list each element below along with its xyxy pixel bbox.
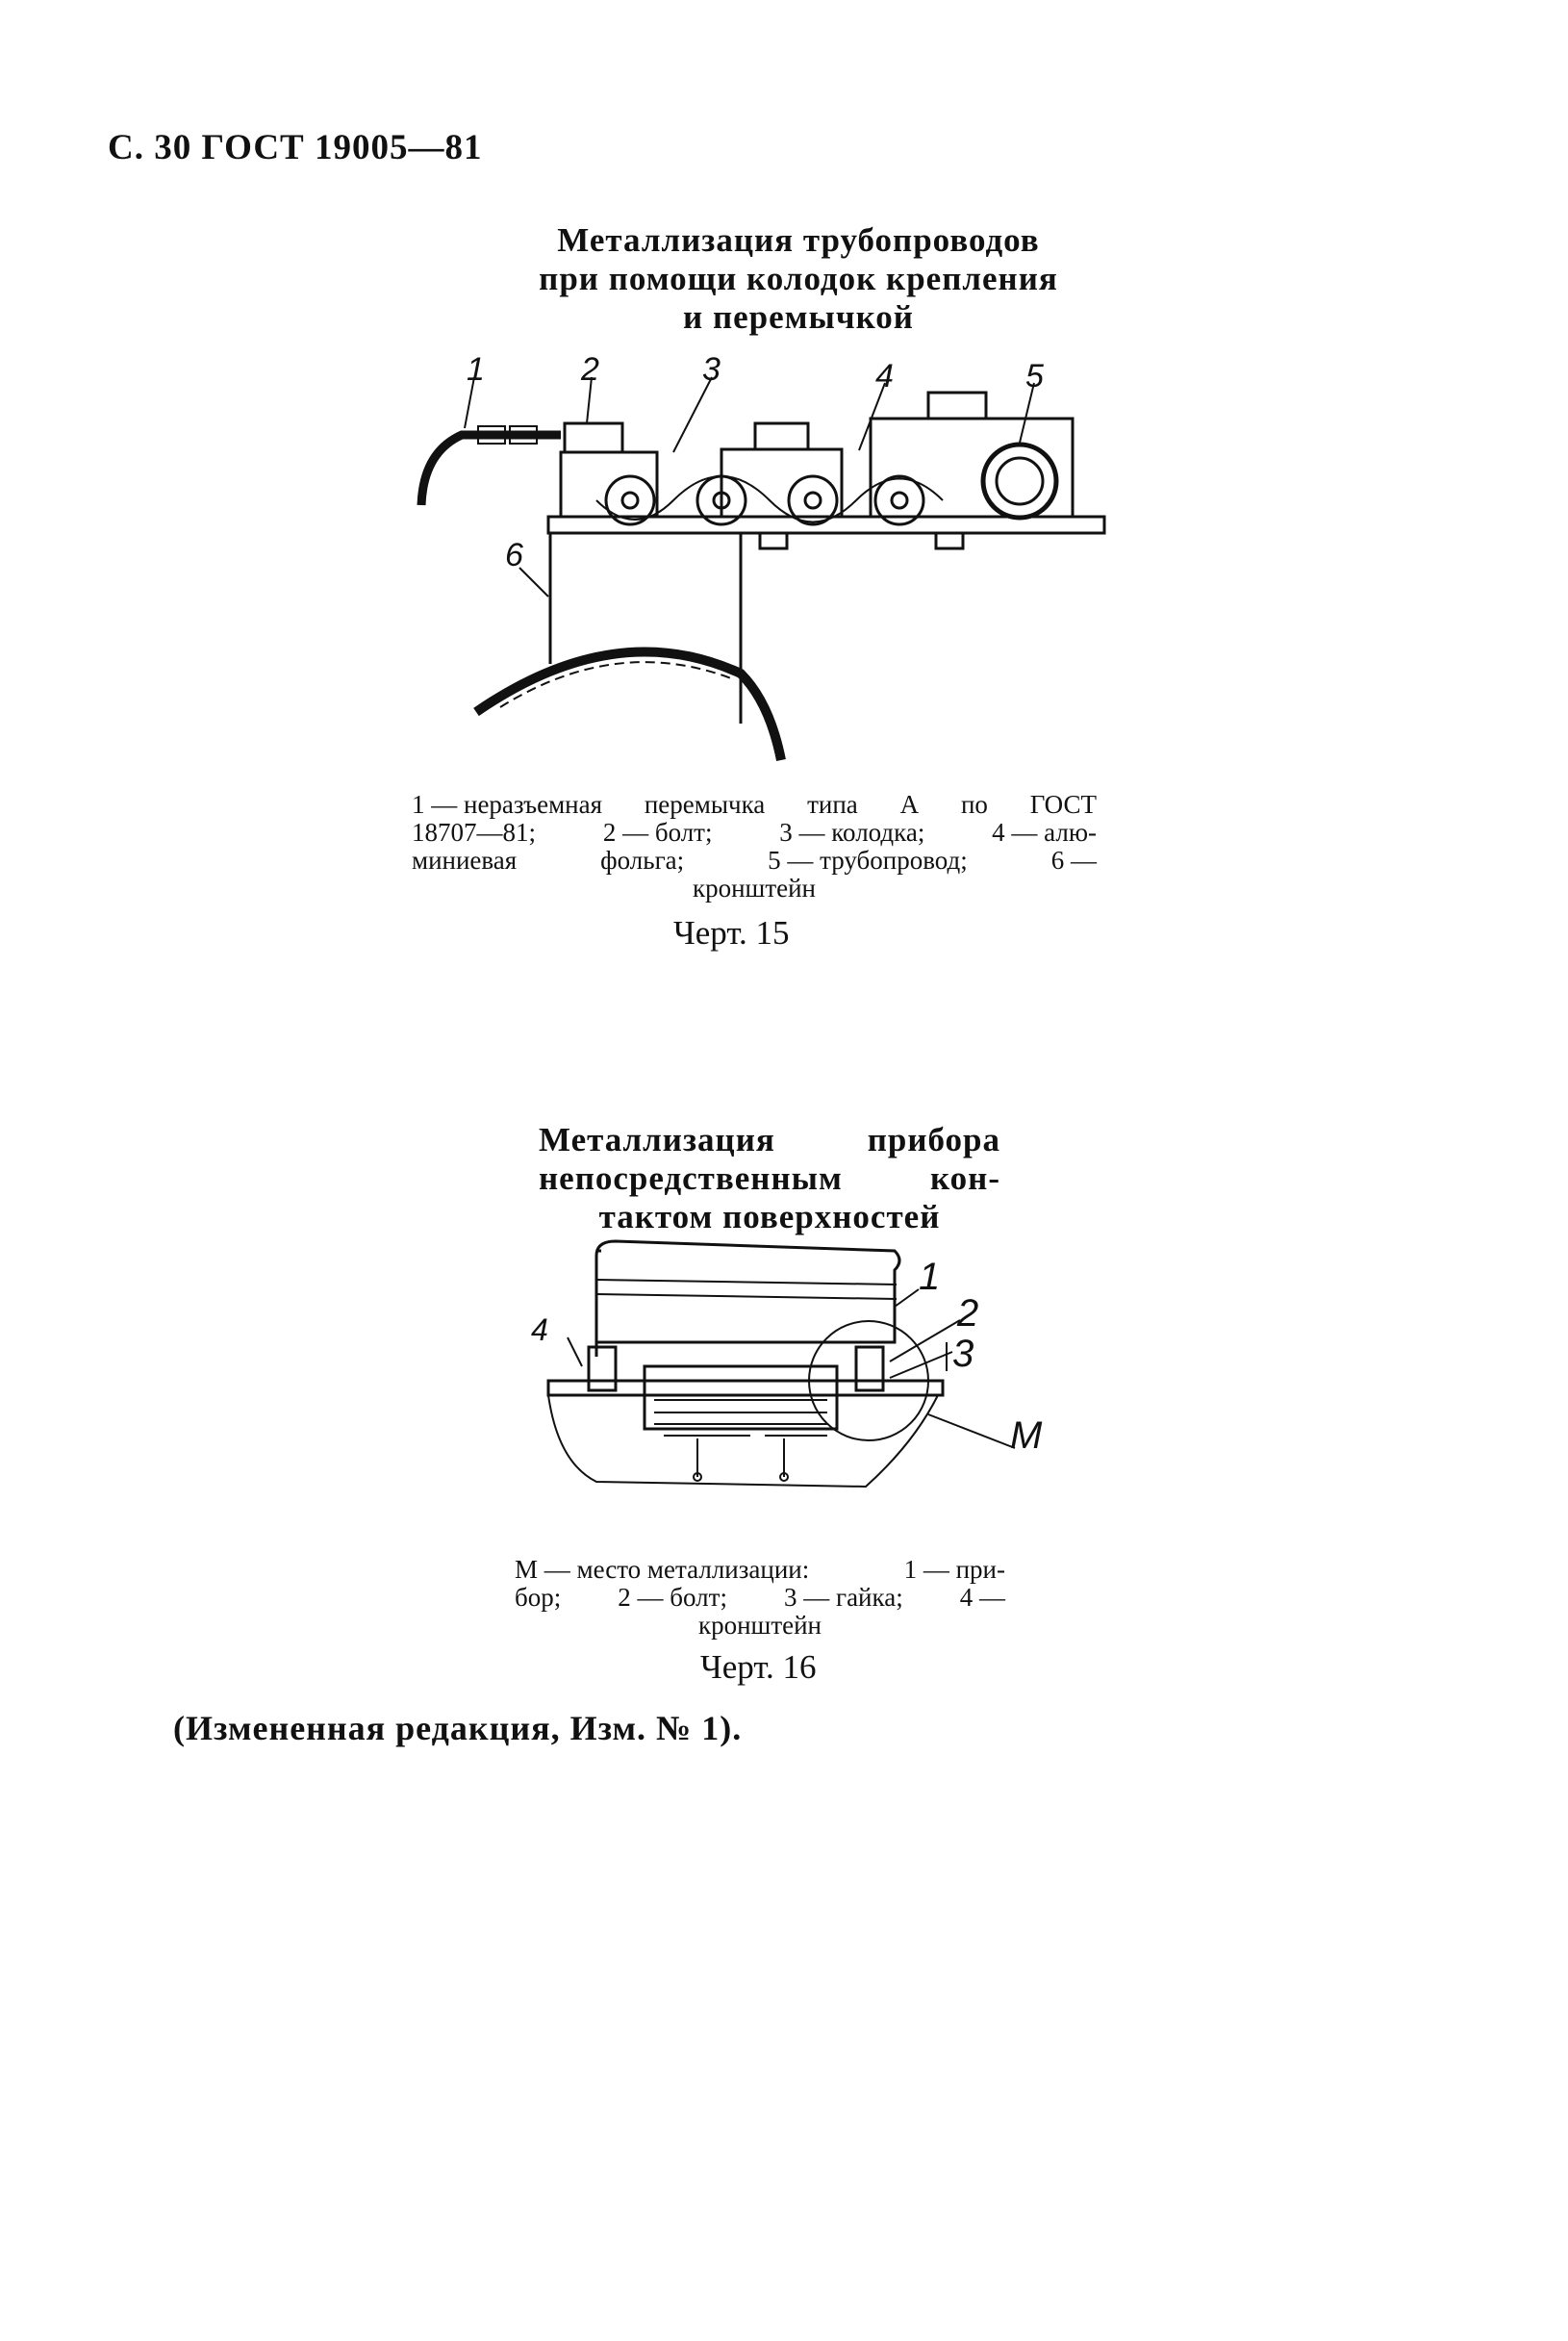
caption-text: А bbox=[899, 790, 920, 819]
curved-bracket bbox=[476, 652, 781, 761]
figure-16-caption bbox=[515, 1556, 1005, 1640]
title-word: прибора bbox=[867, 1121, 1000, 1158]
label-4: 4 bbox=[875, 358, 894, 394]
caption-text: 1 — неразъемная bbox=[412, 790, 603, 819]
bracket-outline bbox=[548, 1395, 938, 1487]
title-word: непосредственным bbox=[539, 1159, 843, 1197]
bolt-head-right bbox=[928, 393, 986, 419]
label-m: M bbox=[1010, 1414, 1043, 1457]
caption-text: M — место металлизации: bbox=[515, 1555, 810, 1584]
metallization-zone-circle bbox=[809, 1321, 928, 1440]
roller bbox=[606, 476, 654, 524]
roller bbox=[697, 476, 746, 524]
caption-text: фольга; bbox=[600, 846, 685, 875]
figure-16-title-line: тактом поверхностей bbox=[598, 1198, 941, 1235]
label-6: 6 bbox=[505, 537, 523, 573]
label-4: 4 bbox=[531, 1312, 548, 1347]
bolt-head-mid bbox=[755, 423, 808, 449]
figure-15-number: Черт. 15 bbox=[673, 914, 790, 952]
caption-text: 6 — bbox=[1050, 846, 1097, 875]
caption-text: типа bbox=[807, 790, 858, 819]
amendment-note: (Измененная редакция, Изм. № 1). bbox=[173, 1709, 743, 1747]
clamp-block-3 bbox=[871, 419, 1073, 517]
label-2: 2 bbox=[581, 351, 599, 388]
clamp-block-2 bbox=[721, 449, 842, 517]
roller bbox=[875, 476, 923, 524]
caption-line: кронштейн bbox=[697, 1611, 822, 1640]
aluminium-foil bbox=[596, 476, 943, 522]
figure-15-caption bbox=[412, 791, 1097, 903]
caption-text: 2 — болт; bbox=[618, 1583, 727, 1612]
caption-line bbox=[515, 1556, 1005, 1584]
title-word: кон- bbox=[929, 1159, 1000, 1197]
figure-16-title bbox=[539, 1121, 1000, 1236]
caption-text: 4 — алю- bbox=[992, 818, 1097, 847]
caption-text: ГОСТ bbox=[1029, 790, 1097, 819]
caption-text: 18707—81; bbox=[412, 818, 537, 847]
bolt-left bbox=[589, 1347, 616, 1390]
label-1: 1 bbox=[919, 1256, 941, 1298]
caption-line bbox=[412, 847, 1097, 875]
label-1: 1 bbox=[467, 351, 485, 388]
caption-text: 1 — при- bbox=[903, 1555, 1005, 1584]
figure-15-title-line: и перемычкой bbox=[683, 298, 914, 336]
caption-line bbox=[412, 791, 1097, 819]
bolt-head-2 bbox=[565, 423, 622, 452]
figure-16-number: Черт. 16 bbox=[700, 1648, 817, 1686]
label-3: 3 bbox=[952, 1333, 974, 1375]
jumper bbox=[421, 435, 561, 505]
caption-text: 3 — колодка; bbox=[779, 818, 925, 847]
bracket-plate bbox=[548, 517, 1104, 533]
figure-16-title-line bbox=[539, 1121, 1000, 1159]
clamp-block-1 bbox=[561, 452, 657, 517]
figure-15-title-line: Металлизация трубопроводов bbox=[557, 221, 1040, 259]
device-body bbox=[596, 1241, 899, 1342]
caption-text: 5 — трубопровод; bbox=[768, 846, 968, 875]
caption-text: 3 — гайка; bbox=[784, 1583, 903, 1612]
caption-text: 2 — болт; bbox=[602, 818, 713, 847]
figure-15-title-line: при помощи колодок крепления bbox=[539, 260, 1058, 297]
label-5: 5 bbox=[1025, 358, 1044, 394]
caption-text: миниевая bbox=[412, 846, 518, 875]
figure-15-title bbox=[452, 221, 1145, 337]
page-header: С. 30 ГОСТ 19005—81 bbox=[108, 128, 483, 167]
pipeline bbox=[983, 445, 1056, 518]
caption-line bbox=[515, 1584, 1005, 1612]
caption-text: по bbox=[960, 790, 988, 819]
bolt-right bbox=[856, 1347, 883, 1390]
bracket-vertical bbox=[550, 533, 741, 724]
caption-text: бор; bbox=[515, 1583, 562, 1612]
caption-text: 4 — bbox=[959, 1583, 1005, 1612]
connector-block bbox=[645, 1366, 837, 1429]
caption-text: перемычка bbox=[644, 790, 766, 819]
caption-line: кронштейн bbox=[692, 874, 817, 903]
label-3: 3 bbox=[702, 351, 721, 388]
caption-line bbox=[412, 819, 1097, 847]
figure-16-title-line bbox=[539, 1159, 1000, 1198]
label-2: 2 bbox=[957, 1292, 979, 1335]
title-word: Металлизация bbox=[539, 1121, 775, 1158]
bracket-plate bbox=[548, 1381, 943, 1395]
roller bbox=[789, 476, 837, 524]
